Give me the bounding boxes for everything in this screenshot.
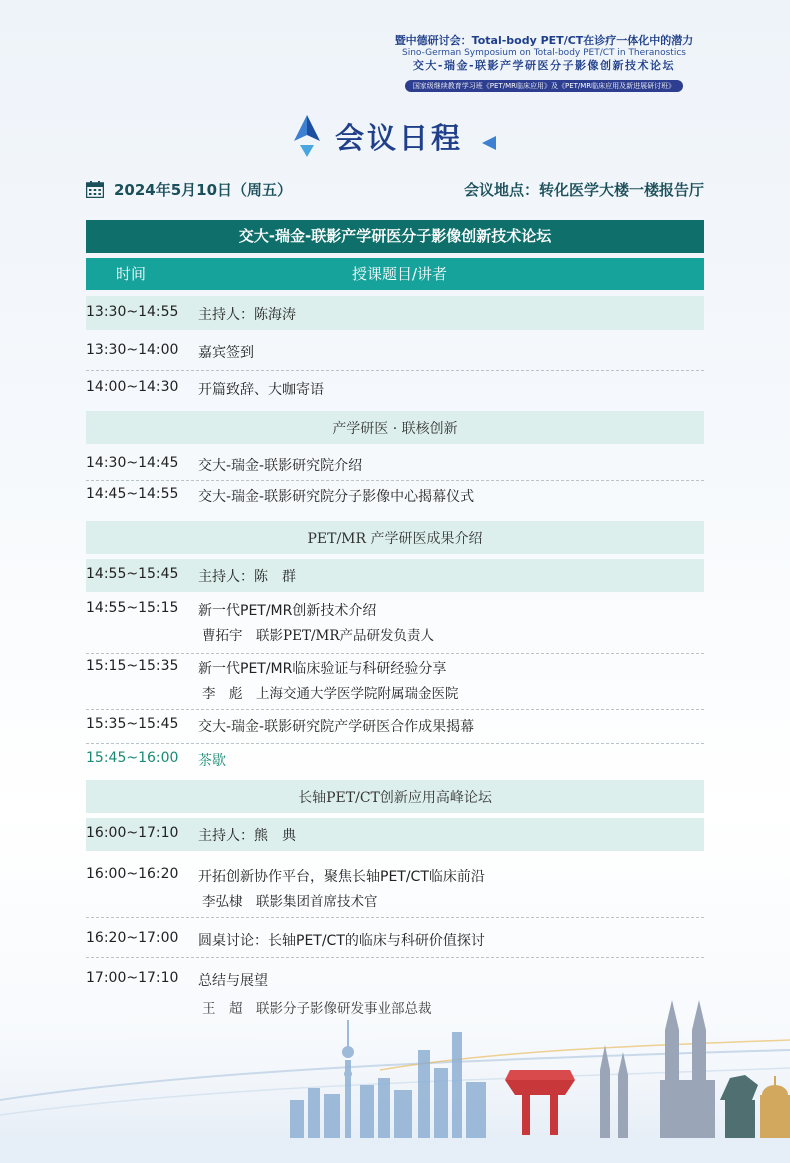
- row-time: 13:30~14:00: [86, 342, 179, 358]
- row-topic: 总结与展望: [198, 973, 268, 989]
- schedule-row: [86, 373, 704, 407]
- schedule-row: [86, 483, 704, 517]
- row-topic: 开拓创新协作平台，聚焦长轴PET/CT临床前沿: [198, 869, 485, 885]
- row-time: 14:55~15:45: [86, 566, 179, 582]
- header-title-en: Sino-German Symposium on Total-body PET/CT in Theranostics: [402, 48, 686, 58]
- row-topic: 交大-瑞金-联影研究院产学研医合作成果揭幕: [198, 719, 475, 735]
- column-header-topic: 授课题目/讲者: [352, 265, 448, 283]
- row-topic: 开篇致辞、大咖寄语: [198, 382, 324, 398]
- row-topic: 新一代PET/MR创新技术介绍: [198, 603, 377, 619]
- row-divider: [86, 370, 704, 371]
- meeting-venue: 会议地点：转化医学大楼一楼报告厅: [463, 181, 704, 199]
- schedule-row: [86, 856, 704, 918]
- row-topic: 嘉宾签到: [198, 345, 254, 361]
- row-time: 17:00~17:10: [86, 970, 179, 986]
- header-block: [380, 34, 708, 92]
- row-time: 14:00~14:30: [86, 379, 179, 395]
- row-time: 16:00~16:20: [86, 866, 179, 882]
- header-title-cn: 暨中德研讨会：Total-body PET/CT在诊疗一体化中的潜力: [394, 34, 694, 47]
- schedule-row-host: [86, 818, 704, 851]
- row-topic: 交大-瑞金-联影研究院分子影像中心揭幕仪式: [198, 489, 475, 505]
- row-divider: [86, 480, 704, 481]
- row-time: 16:20~17:00: [86, 930, 179, 946]
- header-course-pill: 国家级继续教育学习班《PET/MR临床应用》及《PET/MR临床应用及新进展研讨班》: [405, 80, 683, 92]
- row-topic: 圆桌讨论：长轴PET/CT的临床与科研价值探讨: [198, 933, 485, 949]
- schedule-row-host: [86, 559, 704, 592]
- row-time: 14:55~15:15: [86, 600, 179, 616]
- schedule-row-host: [86, 296, 704, 330]
- section-row: [86, 521, 704, 554]
- calendar-icon: [86, 181, 104, 202]
- row-topic: 新一代PET/MR临床验证与科研经验分享: [198, 661, 447, 677]
- row-time: 15:45~16:00: [86, 750, 179, 766]
- forum-title-bar: 交大-瑞金-联影产学研医分子影像创新技术论坛: [86, 220, 704, 253]
- section-label: 产学研医 · 联核创新: [332, 421, 458, 437]
- section-label: 长轴PET/CT创新应用高峰论坛: [298, 790, 492, 806]
- row-host: 主持人：陈海涛: [198, 307, 296, 323]
- triangle-icon: [482, 135, 496, 154]
- row-topic: 交大-瑞金-联影研究院介绍: [198, 458, 363, 474]
- skyline-illustration: [0, 990, 790, 1163]
- schedule-row: [86, 712, 704, 744]
- row-speaker: 曹拓宇 联影PET/MR产品研发负责人: [202, 628, 434, 644]
- triangle-icon: [294, 115, 320, 161]
- row-speaker: 李 彪 上海交通大学医学院附属瑞金医院: [202, 686, 459, 702]
- schedule-row: [86, 596, 704, 654]
- column-header-time: 时间: [116, 265, 147, 283]
- row-time: 14:45~14:55: [86, 486, 179, 502]
- meeting-date: 2024年5月10日（周五）: [114, 181, 293, 199]
- row-topic: 茶歇: [198, 753, 226, 769]
- row-time: 16:00~17:10: [86, 825, 179, 841]
- column-header-row: [86, 258, 704, 290]
- schedule-row: [86, 334, 704, 370]
- schedule-row: [86, 656, 704, 710]
- row-time: 15:35~15:45: [86, 716, 179, 732]
- section-row: [86, 411, 704, 444]
- row-time: 15:15~15:35: [86, 658, 179, 674]
- schedule-row: [86, 450, 704, 480]
- row-time: 14:30~14:45: [86, 455, 179, 471]
- section-row: [86, 780, 704, 813]
- section-label: PET/MR 产学研医成果介绍: [307, 531, 483, 547]
- info-row: [86, 178, 704, 202]
- row-host: 主持人：熊 典: [198, 828, 296, 844]
- row-time: 13:30~14:55: [86, 304, 179, 320]
- header-forum-name: 交大-瑞金-联影产学研医分子影像创新技术论坛: [412, 59, 676, 72]
- row-speaker: 李弘棣 联影集团首席技术官: [202, 894, 378, 910]
- page-title: 会议日程: [334, 121, 463, 155]
- title-row: [0, 115, 790, 163]
- schedule-row: [86, 920, 704, 958]
- row-host: 主持人：陈 群: [198, 569, 296, 585]
- schedule-row-break: [86, 746, 704, 776]
